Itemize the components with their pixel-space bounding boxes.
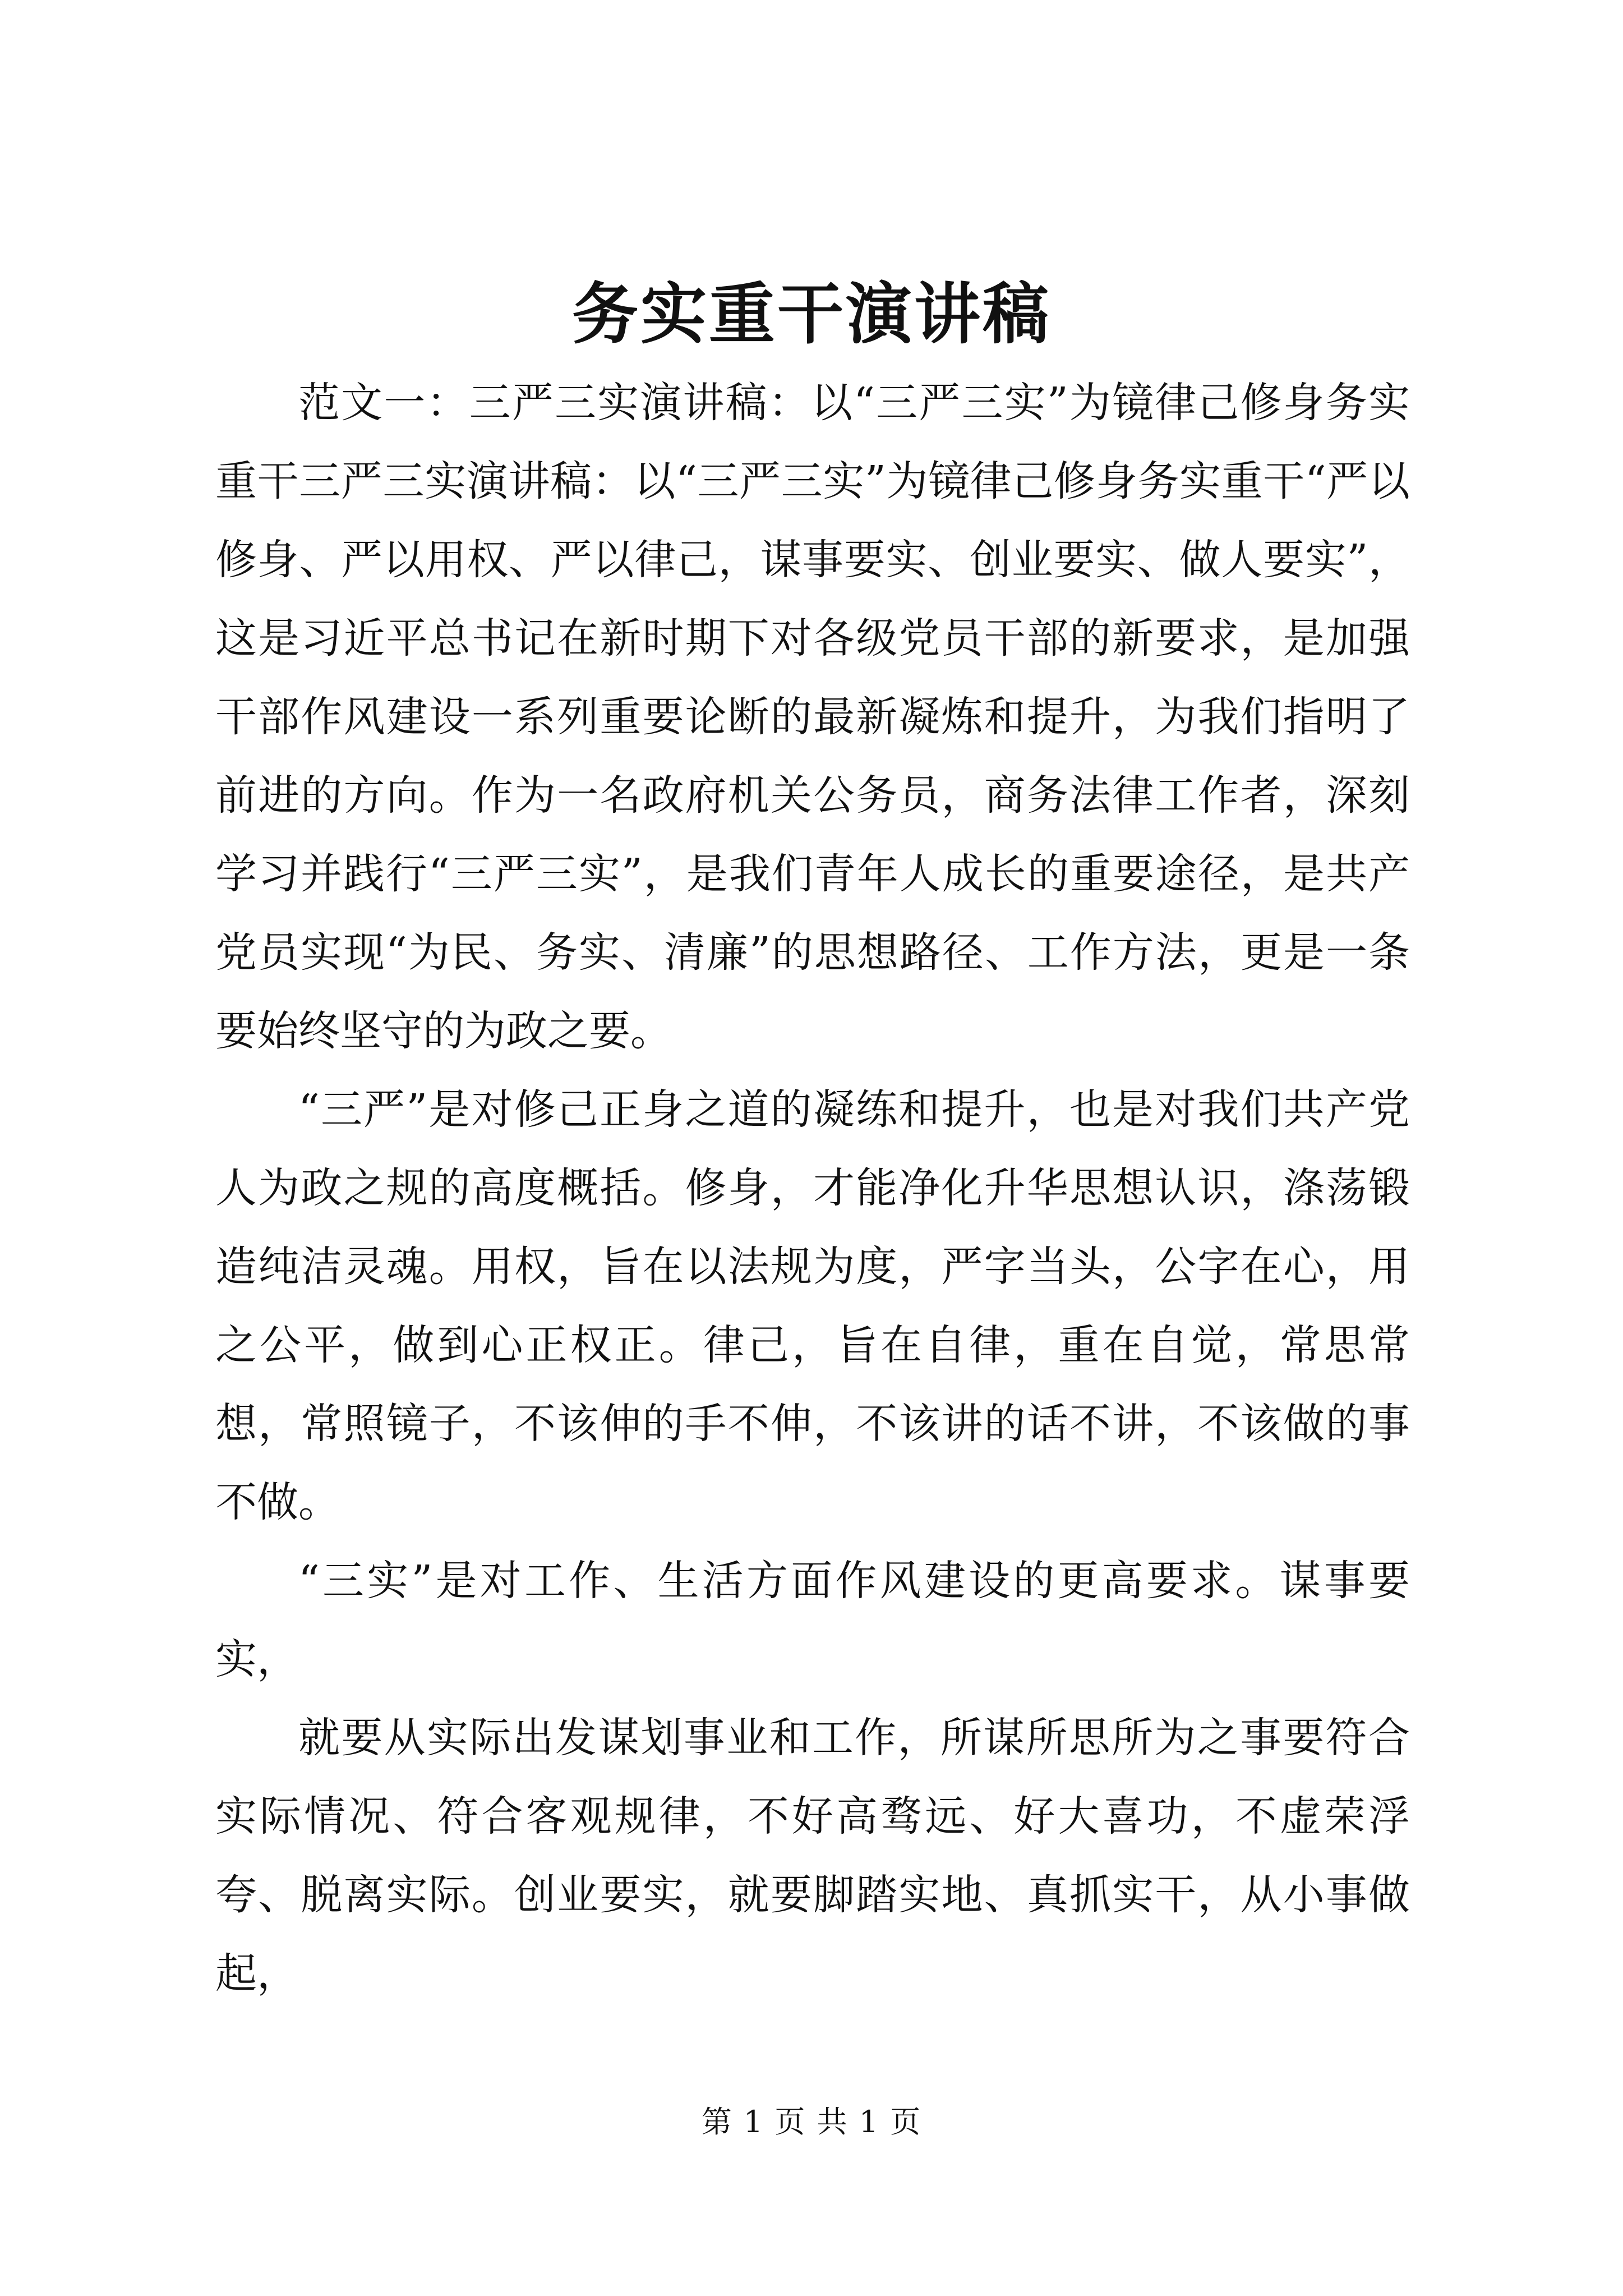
page-footer: 第 1 页 共 1 页: [701, 2104, 922, 2139]
document-title: 务实重干演讲稿: [571, 275, 1051, 353]
paragraph-2: “三严”是对修己正身之道的凝练和提升，也是对我们共产党人为政之规的高度概括。修身，才能净化升华思想认识，涤荡锻造纯洁灵魂。用权，旨在以法规为度，严字当头，公字在心，用之公平，做到心正权正。律己，旨在自律，重在自觉，常思常想，常照镜子，不该伸的手不伸，不该讲的话不讲，不该做的事不做。: [215, 1085, 1410, 1526]
paragraph-1: 范文一：三严三实演讲稿：以“三严三实”为镜律己修身务实重干三严三实演讲稿：以“三严三实”为镜律己修身务实重干“严以修身、严以用权、严以律己，谋事要实、创业要实、做人要实”，这是习近平总书记在新时期下对各级党员干部的新要求，是加强干部作风建设一系列重要论断的最新凝炼和提升，为我们指明了前进的方向。作为一名政府机关公务员，商务法律工作者，深刻学习并践行“三严三实”，是我们青年人成长的重要途径，是共产党员实现“为民、务实、清廉”的思想路径、工作方法，更是一条要始终坚守的为政之要。: [215, 379, 1410, 1055]
paragraph-4: 就要从实际出发谋划事业和工作，所谋所思所为之事要符合实际情况、符合客观规律，不好高骛远、好大喜功，不虚荣浮夸、脱离实际。创业要实，就要脚踏实地、真抓实干，从小事做起，: [215, 1714, 1410, 1998]
document-body: [215, 364, 1410, 2013]
paragraph-3: “三实”是对工作、生活方面作风建设的更高要求。谋事要实，: [215, 1557, 1410, 1683]
